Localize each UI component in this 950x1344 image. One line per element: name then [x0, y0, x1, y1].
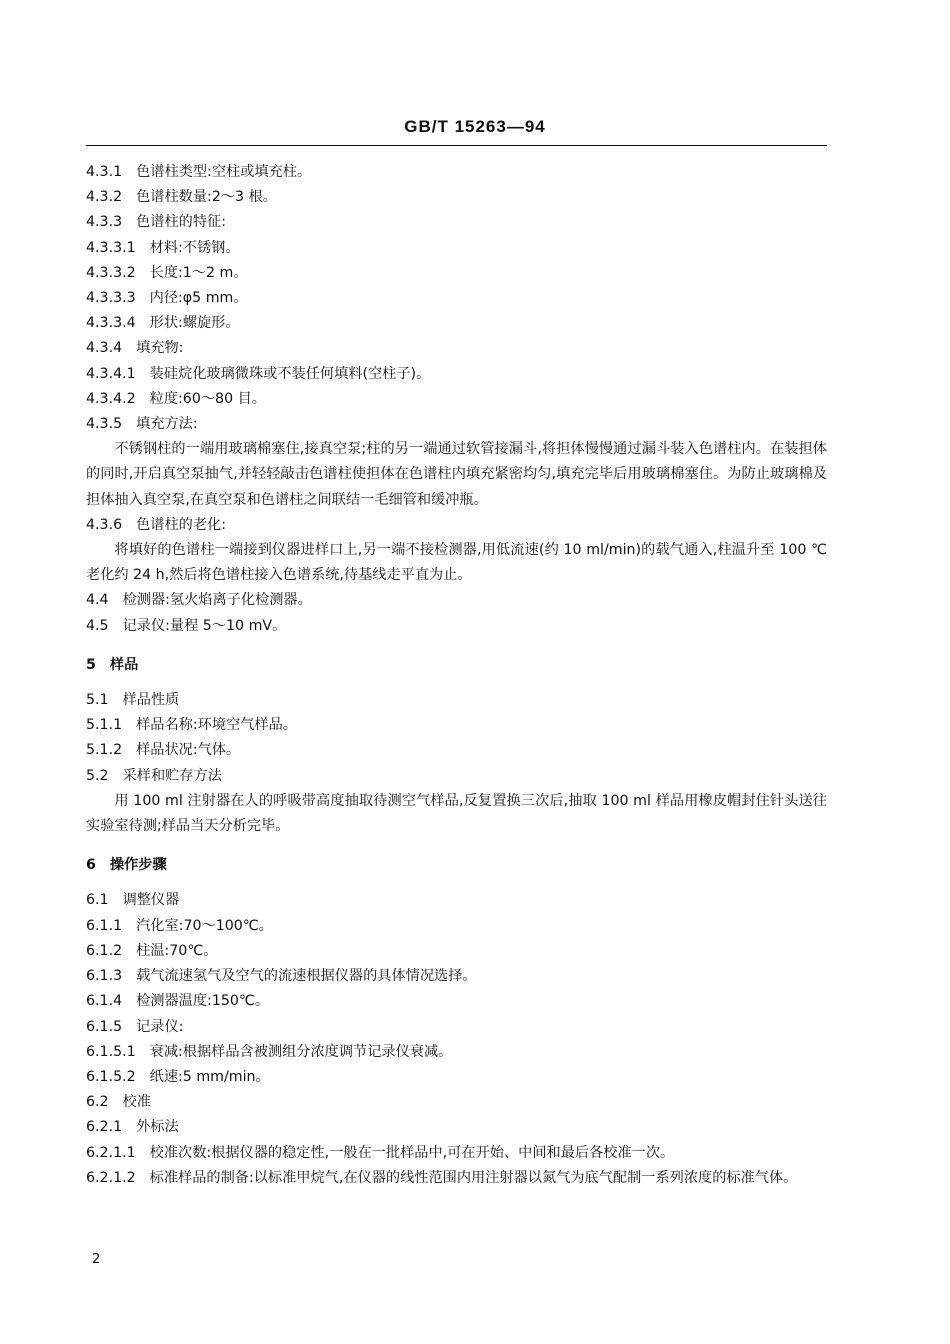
- clause-text: 调整仪器: [122, 892, 180, 909]
- clause-text: 记录仪:量程 5～10 mV。: [122, 617, 287, 634]
- clause-number: 6.2: [86, 1094, 109, 1111]
- clause-line: [86, 888, 827, 913]
- clause-line: [86, 688, 827, 713]
- clause-text: 色谱柱类型:空柱或填充柱。: [136, 164, 312, 180]
- clause-number: 4.3.2: [86, 189, 123, 206]
- clause-text: 检测器温度:150℃。: [136, 993, 270, 1010]
- clause-number: 5.1: [86, 692, 109, 709]
- clause-text: 色谱柱数量:2～3 根。: [136, 189, 277, 206]
- clause-number: 6.1.2: [86, 942, 123, 959]
- page-header: GB/T 15263—94: [404, 117, 546, 136]
- clause-line: [86, 964, 827, 989]
- clause-line: [86, 1115, 827, 1140]
- clause-number: 6.1.5: [86, 1018, 123, 1035]
- clause-text: 校准次数:根据仪器的稳定性,一般在一批样品中,可在开始、中间和最后各校准一次。: [149, 1144, 675, 1161]
- clause-number: 5.2: [86, 767, 109, 784]
- clause-text: 采样和贮存方法: [122, 767, 222, 784]
- clause-text: 色谱柱的特征:: [136, 214, 227, 231]
- clause-line: [86, 261, 827, 286]
- clause-line: [86, 1065, 827, 1090]
- clause-line: [86, 914, 827, 939]
- clause-number: 6.2.1.1: [86, 1144, 136, 1161]
- clause-number: 6.1.5.1: [86, 1043, 136, 1060]
- section-heading: [86, 853, 827, 878]
- clause-number: 4.3.4.1: [86, 365, 136, 382]
- clause-line: [86, 1015, 827, 1040]
- section-heading: [86, 653, 827, 678]
- clause-text: 标准样品的制备:以标准甲烷气,在仪器的线性范围内用注射器以氮气为底气配制一系列浓度的标准气体。: [149, 1169, 798, 1186]
- clause-paragraph: [86, 1166, 827, 1191]
- clause-number: 4.3.3.1: [86, 239, 136, 256]
- clause-text: 校准: [122, 1094, 151, 1111]
- clause-text: 衰减:根据样品含被测组分浓度调节记录仪衰减。: [149, 1043, 453, 1060]
- clause-number: 5.1.2: [86, 742, 123, 759]
- clause-number: 4.3.3: [86, 214, 123, 231]
- clause-line: [86, 210, 827, 235]
- page-number: 2: [92, 1252, 101, 1267]
- clause-text: 纸速:5 mm/min。: [149, 1068, 270, 1085]
- section-title: 样品: [109, 656, 139, 673]
- clause-line: [86, 1090, 827, 1115]
- clause-text: 外标法: [136, 1119, 179, 1136]
- clause-text: 内径:φ5 mm。: [149, 290, 248, 307]
- document-body: [86, 160, 827, 1191]
- clause-line: [86, 614, 827, 639]
- clause-text: 材料:不锈钢。: [149, 239, 240, 256]
- section-title: 操作步骤: [109, 857, 167, 874]
- section-number: 6: [86, 857, 96, 874]
- clause-line: [86, 713, 827, 738]
- clause-line: [86, 412, 827, 437]
- clause-text: 汽化室:70～100℃。: [136, 917, 273, 934]
- clause-number: 6.1.4: [86, 993, 123, 1010]
- clause-line: [86, 588, 827, 613]
- clause-text: 柱温:70℃。: [136, 942, 218, 959]
- clause-number: 4.4: [86, 592, 109, 609]
- clause-number: 4.3.4.2: [86, 390, 136, 407]
- clause-number: 4.3.3.4: [86, 315, 136, 332]
- clause-line: [86, 1040, 827, 1065]
- clause-line: [86, 185, 827, 210]
- clause-text: 装硅烷化玻璃微珠或不装任何填料(空柱子)。: [149, 365, 431, 382]
- clause-text: 填充方法:: [136, 416, 198, 433]
- clause-line: [86, 989, 827, 1014]
- clause-text: 检测器:氢火焰离子化检测器。: [122, 592, 312, 609]
- clause-number: 4.3.4: [86, 340, 123, 357]
- clause-text: 样品状况:气体。: [136, 742, 241, 759]
- clause-number: 4.3.3.3: [86, 290, 136, 307]
- clause-line: [86, 939, 827, 964]
- clause-line: [86, 160, 827, 185]
- clause-text: 色谱柱的老化:: [136, 516, 227, 533]
- clause-number: 4.3.1: [86, 164, 123, 180]
- paragraph: 将填好的色谱柱一端接到仪器进样口上,另一端不接检测器,用低流速(约 10 ml/min)的载气通入,柱温升至 100 ℃老化约 24 h,然后将色谱柱接入色谱系统,待基线走平直为止。: [86, 542, 827, 584]
- clause-number: 6.1.5.2: [86, 1068, 136, 1085]
- clause-number: 5.1.1: [86, 717, 123, 734]
- clause-line: [86, 286, 827, 311]
- clause-line: [86, 1141, 827, 1166]
- clause-number: 4.5: [86, 617, 109, 634]
- clause-text: 样品性质: [122, 692, 180, 709]
- paragraph: 用 100 ml 注射器在人的呼吸带高度抽取待测空气样品,反复置换三次后,抽取 100 ml 样品用橡皮帽封住针头送往实验室待测;样品当天分析完毕。: [86, 792, 827, 835]
- paragraph: 不锈钢柱的一端用玻璃棉塞住,接真空泵;柱的另一端通过软管接漏斗,将担体慢慢通过漏斗装入色谱柱内。在装担体的同时,开启真空泵抽气,并轻轻敲击色谱柱使担体在色谱柱内填充紧密均匀,填充完毕后用玻璃棉塞住。为防止玻璃棉及担体抽入真空泵,在真空泵和色谱柱之间联结一毛细管和缓冲瓶。: [86, 441, 827, 508]
- clause-number: 6.1.1: [86, 917, 123, 934]
- clause-text: 长度:1～2 m。: [149, 264, 248, 281]
- clause-number: 6.2.1: [86, 1119, 123, 1136]
- clause-number: 6.1.3: [86, 968, 123, 985]
- clause-line: [86, 387, 827, 412]
- clause-number: 4.3.6: [86, 516, 123, 533]
- clause-text: 填充物:: [136, 340, 184, 357]
- clause-line: [86, 738, 827, 763]
- clause-text: 载气流速氢气及空气的流速根据仪器的具体情况选择。: [136, 968, 477, 985]
- clause-number: 6.2.1.2: [86, 1169, 136, 1186]
- clause-number: 6.1: [86, 892, 109, 909]
- clause-line: [86, 362, 827, 387]
- header-rule: [86, 145, 827, 146]
- clause-line: [86, 513, 827, 538]
- section-number: 5: [86, 656, 96, 673]
- clause-text: 记录仪:: [136, 1018, 184, 1035]
- clause-number: 4.3.3.2: [86, 264, 136, 281]
- clause-line: [86, 236, 827, 261]
- clause-text: 样品名称:环境空气样品。: [136, 717, 297, 734]
- clause-line: [86, 764, 827, 789]
- clause-text: 粒度:60～80 目。: [149, 390, 266, 407]
- clause-text: 形状:螺旋形。: [149, 315, 240, 332]
- clause-number: 4.3.5: [86, 416, 123, 433]
- clause-line: [86, 336, 827, 361]
- clause-line: [86, 311, 827, 336]
